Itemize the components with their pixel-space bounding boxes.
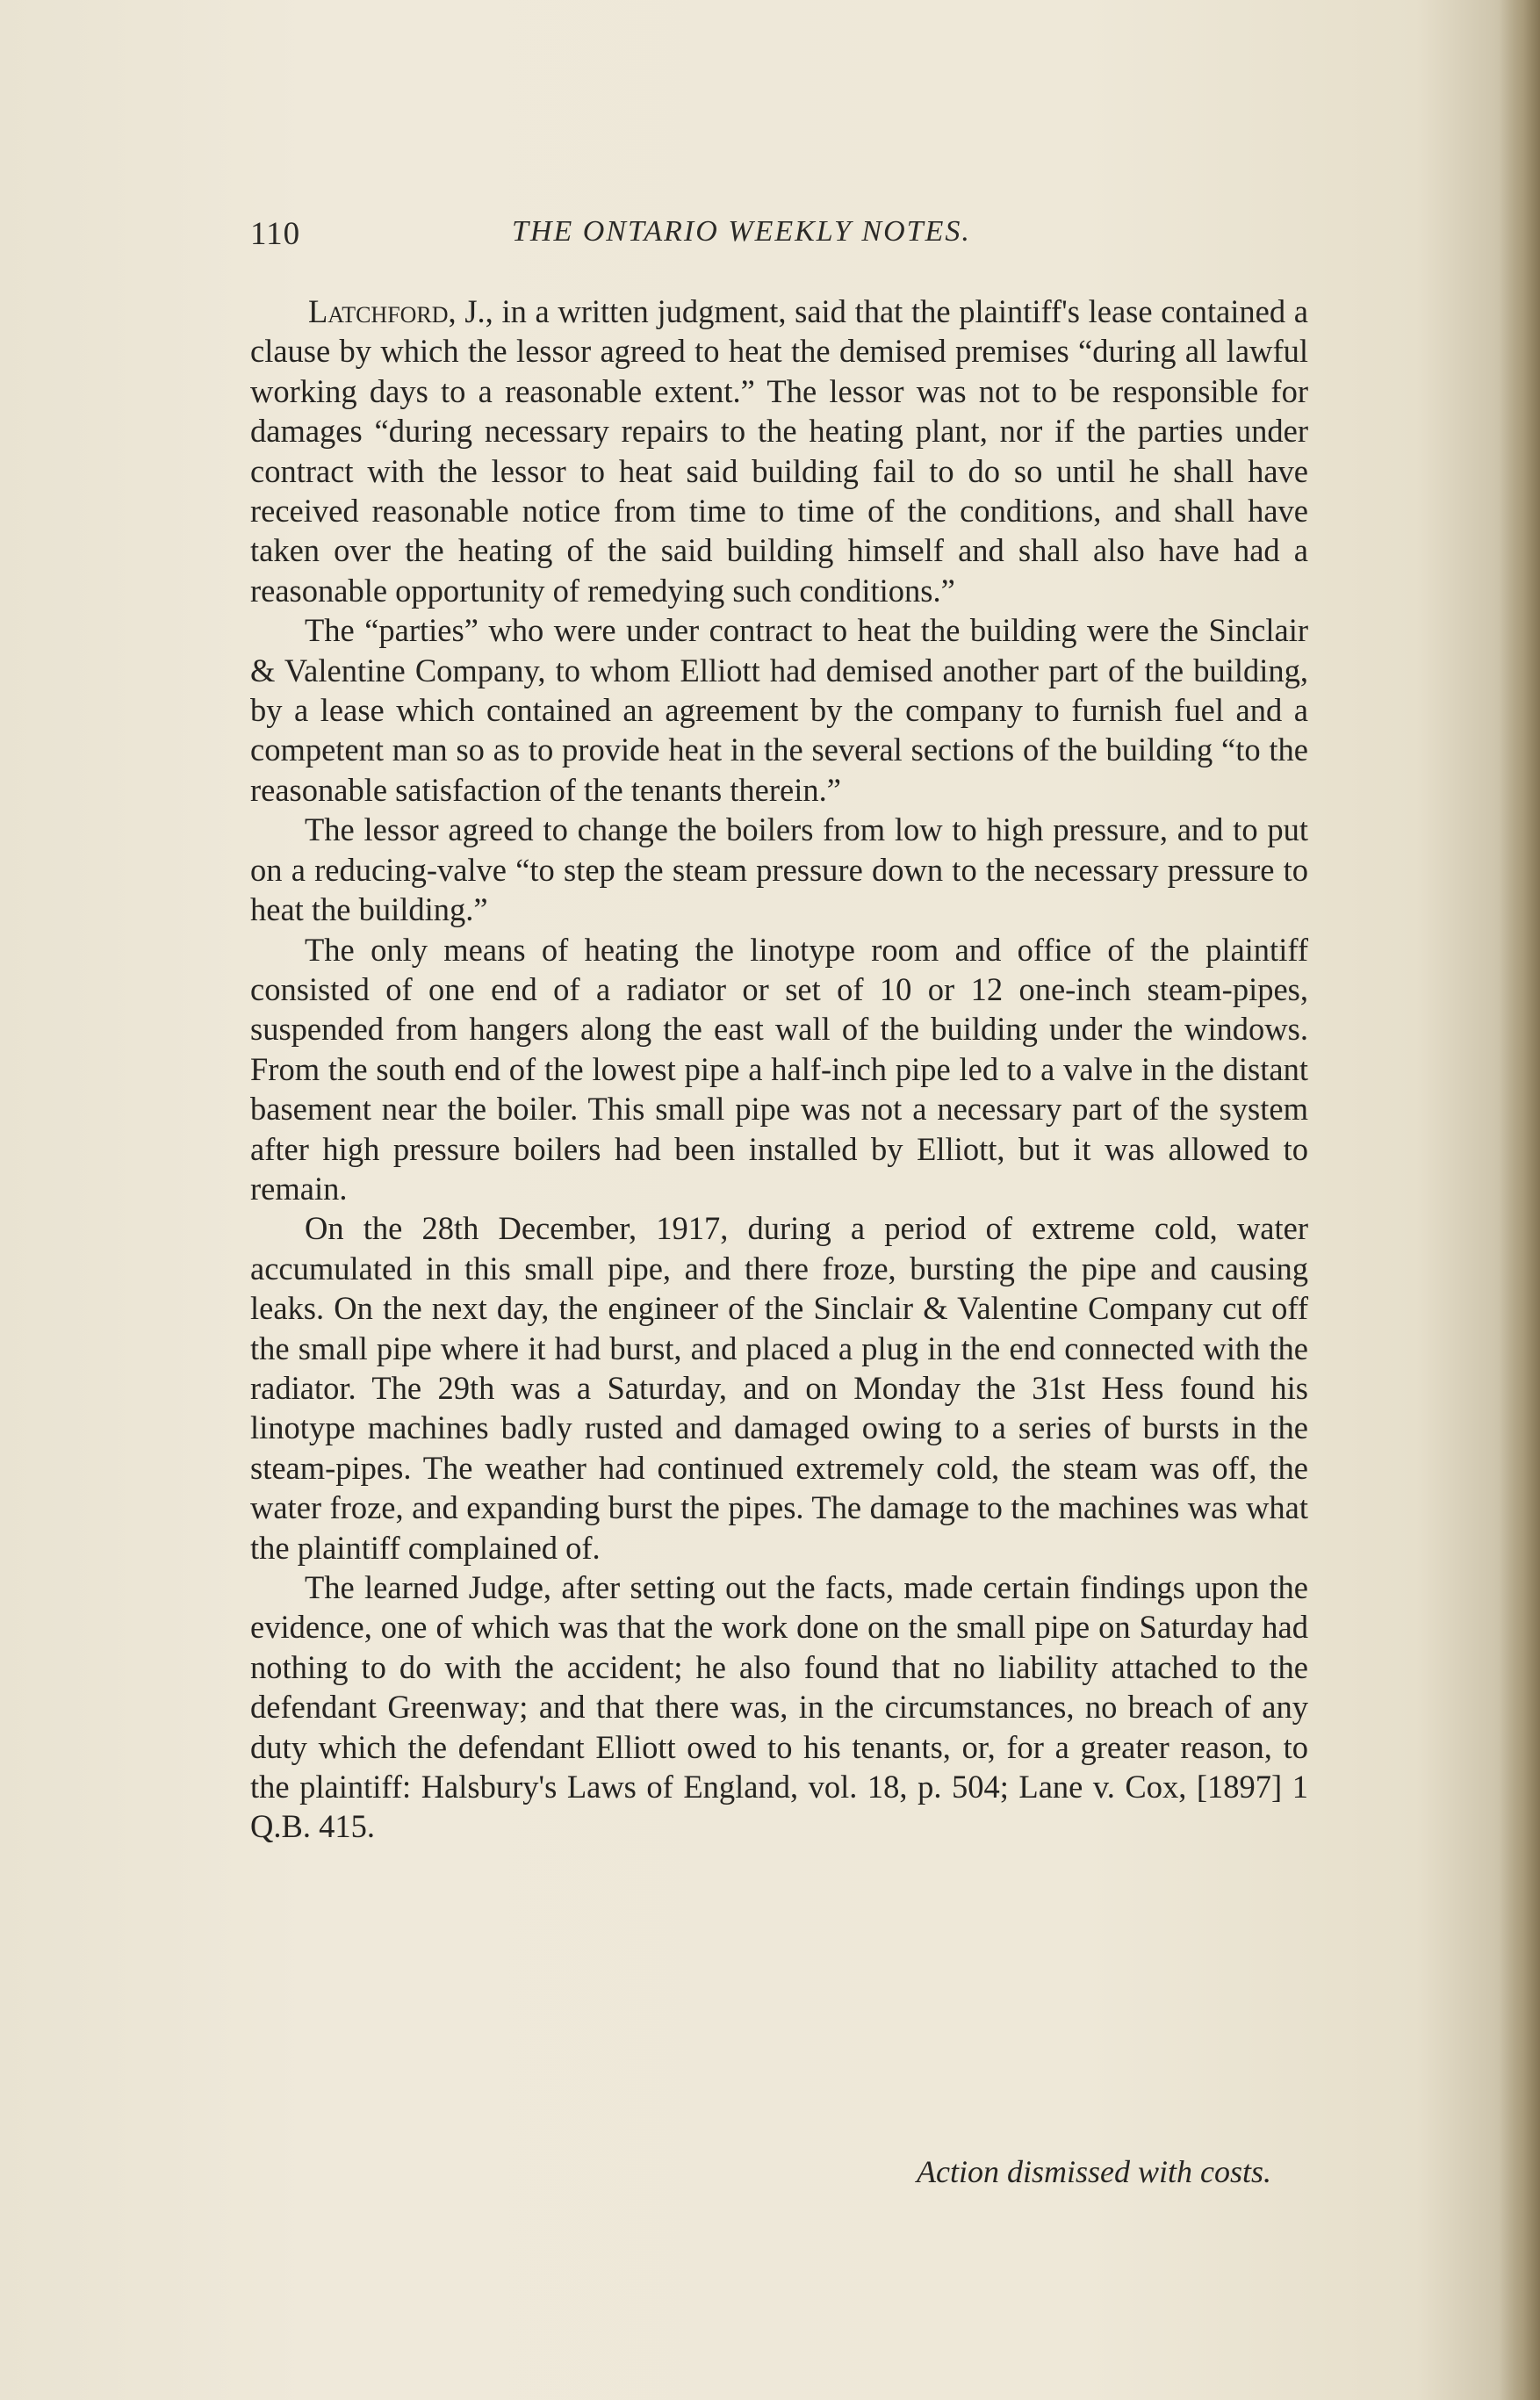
paragraph-4: The only means of heating the linotype room and office of the plaintiff consisted of one end of a radiator or set of 10 or 12 one-inch steam-pipes, suspended from hangers along the east wall of the building under the windows. From the south end of the lowest pipe a half-inch pipe led to a valve in the distant basement near the boiler. This small pipe was not a necessary part of the system after high pressure boilers had been installed by Elliott, but it was allowed to remain. xyxy=(250,931,1308,1207)
page-number: 110 xyxy=(250,216,301,252)
paragraph-5: On the 28th December, 1917, during a period of extreme cold, water accumulated in this small pipe, and there froze, bursting the pipe and causing leaks. On the next day, the engineer of the Sinclair & Valentine Company cut off the small pipe where it had burst, and placed a plug in the end connected with the radiator. The 29th was a Saturday, and on Monday the 31st Hess found his linotype machines badly rusted and damaged owing to a series of bursts in the steam-pipes. The weather had continued extremely cold, the steam was off, the water froze, and expanding burst the pipes. The damage to the machines was what the plaintiff complained of. xyxy=(250,1210,1308,1566)
page-binding-edge xyxy=(1500,0,1540,2400)
paragraph-3: The lessor agreed to change the boilers from low to high pressure, and to put on a reducing-valve “to step the steam pressure down to the necessary pressure to heat the building.” xyxy=(250,811,1308,928)
paragraph-1-text: , J., in a written judgment, said that the plaintiff's lease contained a clause by which the lessor agreed to heat the demised premises “during all lawful working days to a reasonable extent.” The lessor was not to be responsible for damages “during necessary repairs to the heating plant, nor if the parties under contract with the lessor to heat said building fail to do so until he shall have received reasonable notice from time to time of the conditions, and shall have taken over the heating of the said building himself and shall also have had a reasonable opportunity of remedying such conditions.” xyxy=(250,293,1308,609)
journal-title: THE ONTARIO WEEKLY NOTES. xyxy=(512,215,971,248)
paragraph-2: The “parties” who were under contract to heat the building were the Sinclair & Valentine Company, to whom Elliott had demised another part of the building, by a lease which contained an agreement by the company to furnish fuel and a competent man so as to provide heat in the several sections of the building “to the reasonable satisfaction of the tenants therein.” xyxy=(250,612,1308,808)
judgment-body xyxy=(250,292,1308,1847)
disposition: Action dismissed with costs. xyxy=(917,2154,1271,2189)
judge-name: Latchford xyxy=(308,293,449,329)
paragraph-6: The learned Judge, after setting out the facts, made certain findings upon the evidence, one of which was that the work done on the small pipe on Saturday had nothing to do with the accident; he also found that no liability attached to the defendant Greenway; and that there was, in the circumstances, no breach of any duty which the defendant Elliott owed to his tenants, or, for a greater reason, to the plaintiff: Halsbury's Laws of England, vol. 18, p. 504; Lane v. Cox, [1897] 1 Q.B. 415. xyxy=(250,1569,1308,1845)
paragraph-1 xyxy=(250,292,1308,610)
running-head xyxy=(250,215,1304,261)
